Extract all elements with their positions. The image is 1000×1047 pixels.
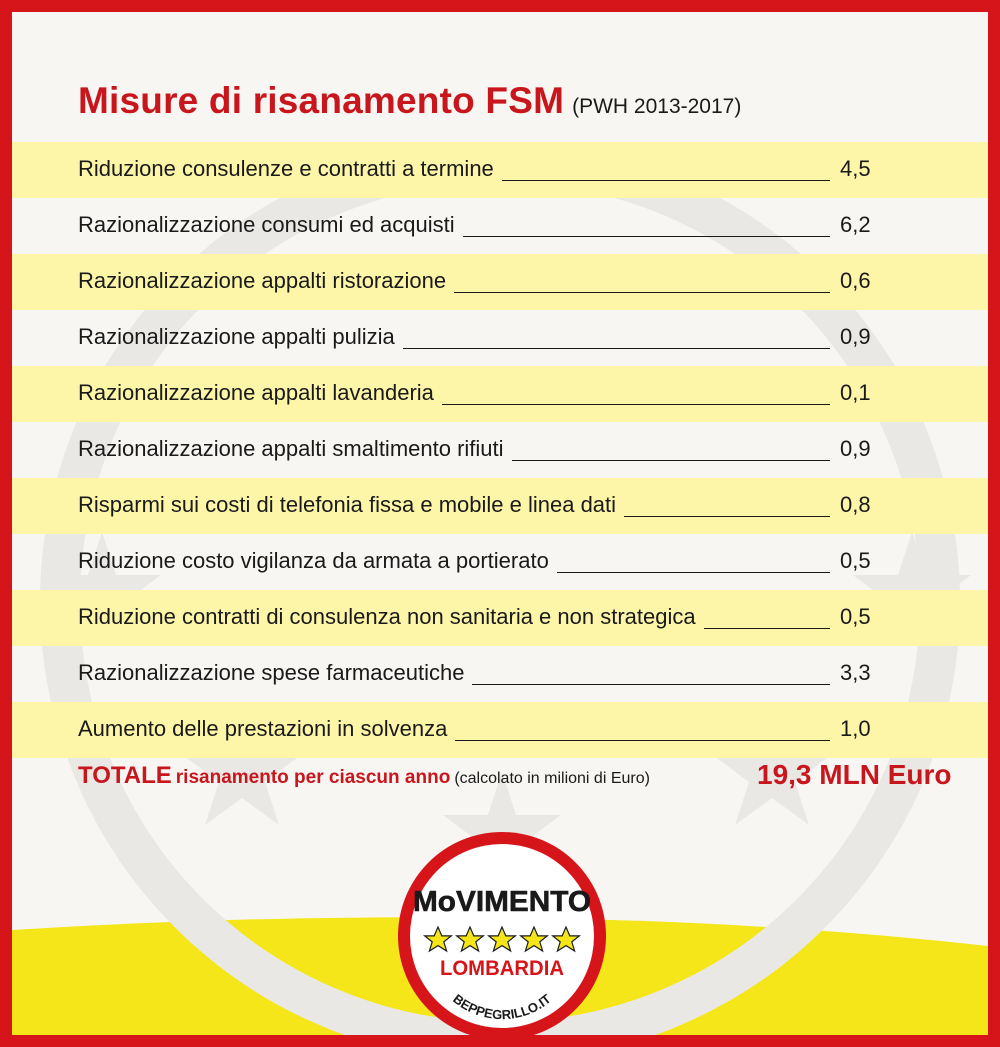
movimento-lombardia-logo xyxy=(395,829,609,1043)
leader-line xyxy=(624,516,830,517)
list-item xyxy=(12,366,988,422)
leader-line xyxy=(472,684,830,685)
item-value: 0,9 xyxy=(840,436,871,461)
item-label: Razionalizzazione appalti pulizia xyxy=(78,324,395,349)
total-label: TOTALE xyxy=(78,762,172,789)
item-value: 0,9 xyxy=(840,324,871,349)
item-value: 6,2 xyxy=(840,212,871,237)
item-value: 0,6 xyxy=(840,268,871,293)
item-label: Risparmi sui costi di telefonia fissa e mobile e linea dati xyxy=(78,492,617,517)
item-value: 4,5 xyxy=(840,156,871,181)
leader-line xyxy=(463,236,830,237)
item-label: Riduzione costo vigilanza da armata a portierato xyxy=(78,548,549,573)
list-item xyxy=(12,254,988,310)
list-item xyxy=(12,142,988,198)
title-row xyxy=(78,80,741,122)
measures-list xyxy=(12,142,988,758)
total-note: (calcolato in milioni di Euro) xyxy=(454,770,650,787)
item-value: 3,3 xyxy=(840,660,871,685)
list-item xyxy=(12,310,988,366)
item-label: Razionalizzazione appalti smaltimento rifiuti xyxy=(78,436,504,461)
list-item xyxy=(12,534,988,590)
leader-line xyxy=(512,460,830,461)
logo-region-text: LOMBARDIA xyxy=(440,957,564,980)
item-value: 0,1 xyxy=(840,380,871,405)
item-value: 0,8 xyxy=(840,492,871,517)
leader-line xyxy=(442,404,830,405)
leader-line xyxy=(557,572,830,573)
item-value: 0,5 xyxy=(840,604,871,629)
list-item xyxy=(12,422,988,478)
logo-title-text: MoVIMENTO xyxy=(413,886,591,918)
leader-line xyxy=(454,292,830,293)
item-label: Aumento delle prestazioni in solvenza xyxy=(78,716,448,741)
leader-line xyxy=(502,180,830,181)
item-value: 1,0 xyxy=(840,716,871,741)
page-subtitle: (PWH 2013-2017) xyxy=(572,95,742,118)
item-label: Razionalizzazione appalti lavanderia xyxy=(78,380,434,405)
leader-line xyxy=(403,348,830,349)
list-item xyxy=(12,478,988,534)
list-item xyxy=(12,198,988,254)
logo-site-text: BEPPEGRILLO.IT xyxy=(450,991,554,1023)
list-item xyxy=(12,702,988,758)
item-label: Riduzione contratti di consulenza non sanitaria e non strategica xyxy=(78,604,696,629)
list-item xyxy=(12,590,988,646)
item-label: Riduzione consulenze e contratti a termine xyxy=(78,156,494,181)
item-label: Razionalizzazione spese farmaceutiche xyxy=(78,660,465,685)
item-label: Razionalizzazione appalti ristorazione xyxy=(78,268,447,293)
leader-line xyxy=(704,628,830,629)
list-item xyxy=(12,646,988,702)
total-value: 19,3 MLN Euro xyxy=(757,759,952,790)
page-title: Misure di risanamento FSM xyxy=(78,80,565,121)
item-label: Razionalizzazione consumi ed acquisti xyxy=(78,212,455,237)
leader-line xyxy=(455,740,830,741)
total-row xyxy=(78,762,650,790)
total-description: risanamento per ciascun anno xyxy=(175,767,451,788)
item-value: 0,5 xyxy=(840,548,871,573)
